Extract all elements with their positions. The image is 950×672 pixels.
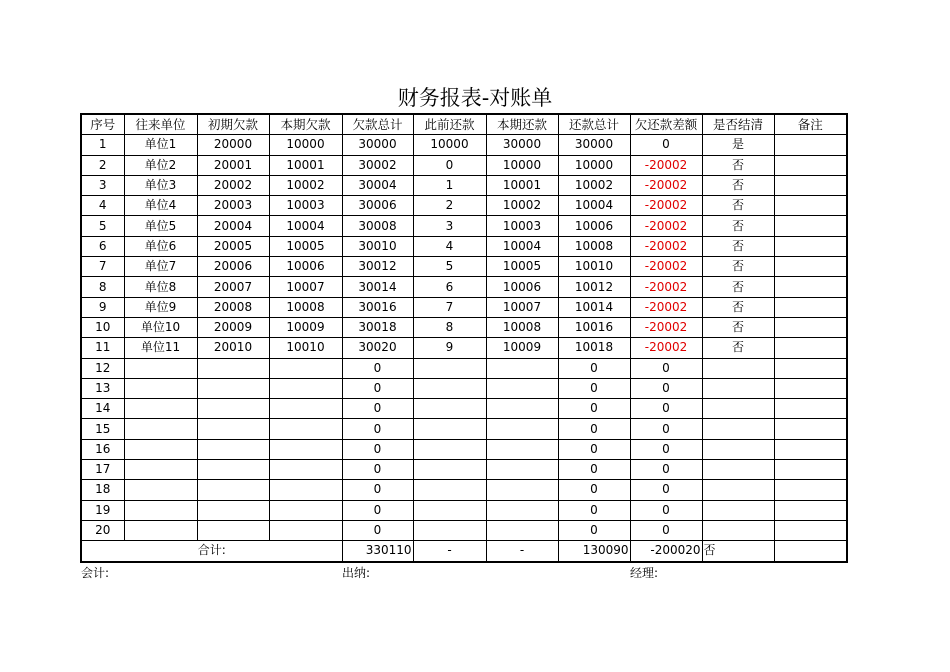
cell-settled xyxy=(702,358,774,378)
cell-cur-pay xyxy=(486,358,558,378)
reconciliation-table xyxy=(80,113,848,563)
cell-no: 15 xyxy=(81,419,124,439)
cell-cur xyxy=(269,500,342,520)
cell-pay-total: 0 xyxy=(558,419,630,439)
cell-note xyxy=(774,358,847,378)
cell-settled xyxy=(702,520,774,540)
header-cell: 本期还款 xyxy=(486,114,558,135)
cell-prev-pay: 6 xyxy=(413,277,486,297)
cell-diff: 0 xyxy=(630,520,702,540)
cell-note xyxy=(774,196,847,216)
cell-prev-pay xyxy=(413,520,486,540)
cell-unit: 单位11 xyxy=(124,338,197,358)
cell-prev-pay: 0 xyxy=(413,155,486,175)
table-row xyxy=(81,419,847,439)
cell-prev-pay xyxy=(413,480,486,500)
cell-cur: 10006 xyxy=(269,257,342,277)
cell-no: 4 xyxy=(81,196,124,216)
cell-note xyxy=(774,520,847,540)
cell-settled xyxy=(702,460,774,480)
header-cell: 备注 xyxy=(774,114,847,135)
cell-prev-pay xyxy=(413,460,486,480)
table-row xyxy=(81,175,847,195)
cell-init: 20002 xyxy=(197,175,269,195)
header-cell: 欠款总计 xyxy=(342,114,413,135)
cell-no: 6 xyxy=(81,236,124,256)
cell-total: 30018 xyxy=(342,317,413,337)
cell-unit xyxy=(124,500,197,520)
cell-cur-pay: 10006 xyxy=(486,277,558,297)
cell-cur-pay xyxy=(486,500,558,520)
totals-label: 合计: xyxy=(81,541,342,562)
cell-diff: -20002 xyxy=(630,257,702,277)
cell-no: 13 xyxy=(81,378,124,398)
table-row xyxy=(81,480,847,500)
cell-unit: 单位4 xyxy=(124,196,197,216)
cell-note xyxy=(774,135,847,155)
cell-cur xyxy=(269,460,342,480)
cell-settled xyxy=(702,399,774,419)
cell-cur xyxy=(269,520,342,540)
cell-note xyxy=(774,460,847,480)
cell-total: 30006 xyxy=(342,196,413,216)
cell-cur: 10002 xyxy=(269,175,342,195)
manager-signature-label: 经理: xyxy=(630,566,659,580)
totals-pay-total: 130090 xyxy=(558,541,630,562)
cell-pay-total: 10000 xyxy=(558,155,630,175)
header-cell: 是否结清 xyxy=(702,114,774,135)
cell-no: 9 xyxy=(81,297,124,317)
cell-total: 30004 xyxy=(342,175,413,195)
cell-cur-pay: 10009 xyxy=(486,338,558,358)
header-cell: 欠还款差额 xyxy=(630,114,702,135)
cell-cur: 10004 xyxy=(269,216,342,236)
cell-prev-pay xyxy=(413,500,486,520)
totals-diff: -200020 xyxy=(630,541,702,562)
cell-unit: 单位6 xyxy=(124,236,197,256)
cell-cur-pay xyxy=(486,439,558,459)
cell-prev-pay: 4 xyxy=(413,236,486,256)
cell-diff: -20002 xyxy=(630,317,702,337)
cell-init: 20005 xyxy=(197,236,269,256)
cell-diff: -20002 xyxy=(630,155,702,175)
cell-no: 7 xyxy=(81,257,124,277)
cell-init: 20006 xyxy=(197,257,269,277)
cell-settled xyxy=(702,439,774,459)
cell-unit: 单位1 xyxy=(124,135,197,155)
cell-no: 19 xyxy=(81,500,124,520)
cell-cur: 10010 xyxy=(269,338,342,358)
cell-note xyxy=(774,277,847,297)
cell-cur-pay xyxy=(486,460,558,480)
header-cell: 序号 xyxy=(81,114,124,135)
cell-no: 5 xyxy=(81,216,124,236)
header-cell: 初期欠款 xyxy=(197,114,269,135)
cell-cur-pay: 10003 xyxy=(486,216,558,236)
cell-init: 20007 xyxy=(197,277,269,297)
totals-row xyxy=(81,541,847,562)
cell-note xyxy=(774,378,847,398)
cell-cur-pay: 10001 xyxy=(486,175,558,195)
cell-diff: -20002 xyxy=(630,216,702,236)
cell-cur-pay: 10002 xyxy=(486,196,558,216)
cell-total: 0 xyxy=(342,500,413,520)
cell-note xyxy=(774,500,847,520)
cell-no: 12 xyxy=(81,358,124,378)
cell-unit xyxy=(124,358,197,378)
cell-note xyxy=(774,439,847,459)
cell-no: 18 xyxy=(81,480,124,500)
cell-init xyxy=(197,399,269,419)
cell-pay-total: 10008 xyxy=(558,236,630,256)
cell-note xyxy=(774,480,847,500)
cell-init: 20008 xyxy=(197,297,269,317)
cell-init xyxy=(197,358,269,378)
cell-diff: -20002 xyxy=(630,175,702,195)
cell-unit xyxy=(124,480,197,500)
cell-diff: 0 xyxy=(630,480,702,500)
cell-pay-total: 10012 xyxy=(558,277,630,297)
cell-init: 20003 xyxy=(197,196,269,216)
cell-note xyxy=(774,155,847,175)
cell-note xyxy=(774,317,847,337)
header-cell: 还款总计 xyxy=(558,114,630,135)
cell-total: 0 xyxy=(342,378,413,398)
table-row xyxy=(81,297,847,317)
cell-diff: -20002 xyxy=(630,236,702,256)
cell-init: 20009 xyxy=(197,317,269,337)
cell-total: 0 xyxy=(342,419,413,439)
cell-note xyxy=(774,175,847,195)
cell-note xyxy=(774,297,847,317)
cell-cur: 10009 xyxy=(269,317,342,337)
header-row xyxy=(81,114,847,135)
cell-init: 20000 xyxy=(197,135,269,155)
cell-diff: -20002 xyxy=(630,196,702,216)
cell-pay-total: 10004 xyxy=(558,196,630,216)
cell-no: 11 xyxy=(81,338,124,358)
cell-note xyxy=(774,257,847,277)
cell-diff: 0 xyxy=(630,500,702,520)
cell-diff: 0 xyxy=(630,439,702,459)
totals-settled: 否 xyxy=(702,541,774,562)
cell-total: 30008 xyxy=(342,216,413,236)
table-row xyxy=(81,196,847,216)
cell-prev-pay: 3 xyxy=(413,216,486,236)
cell-note xyxy=(774,399,847,419)
cell-prev-pay xyxy=(413,358,486,378)
cell-prev-pay: 5 xyxy=(413,257,486,277)
cell-no: 16 xyxy=(81,439,124,459)
table-row xyxy=(81,500,847,520)
cell-init xyxy=(197,480,269,500)
cell-prev-pay xyxy=(413,419,486,439)
cell-cur xyxy=(269,399,342,419)
cell-cur-pay xyxy=(486,378,558,398)
cell-total: 0 xyxy=(342,480,413,500)
cell-unit xyxy=(124,419,197,439)
cell-total: 0 xyxy=(342,460,413,480)
cell-init xyxy=(197,460,269,480)
cell-cur xyxy=(269,480,342,500)
cell-settled: 否 xyxy=(702,297,774,317)
cell-unit xyxy=(124,460,197,480)
cell-init xyxy=(197,439,269,459)
table-row xyxy=(81,135,847,155)
cell-settled xyxy=(702,500,774,520)
cell-no: 3 xyxy=(81,175,124,195)
cell-diff: 0 xyxy=(630,399,702,419)
cell-no: 20 xyxy=(81,520,124,540)
cell-total: 30012 xyxy=(342,257,413,277)
cell-total: 0 xyxy=(342,439,413,459)
totals-debt: 330110 xyxy=(342,541,413,562)
cell-cur: 10005 xyxy=(269,236,342,256)
cell-total: 30000 xyxy=(342,135,413,155)
cell-pay-total: 0 xyxy=(558,460,630,480)
cell-prev-pay: 2 xyxy=(413,196,486,216)
cell-total: 0 xyxy=(342,399,413,419)
cell-init xyxy=(197,419,269,439)
cell-cur-pay: 10004 xyxy=(486,236,558,256)
cell-unit: 单位3 xyxy=(124,175,197,195)
cell-cur-pay xyxy=(486,419,558,439)
cashier-signature-label: 出纳: xyxy=(342,566,371,580)
cell-unit xyxy=(124,399,197,419)
cell-prev-pay: 10000 xyxy=(413,135,486,155)
cell-diff: 0 xyxy=(630,460,702,480)
cell-diff: -20002 xyxy=(630,277,702,297)
cell-prev-pay: 1 xyxy=(413,175,486,195)
cell-settled xyxy=(702,378,774,398)
totals-note xyxy=(774,541,847,562)
cell-no: 2 xyxy=(81,155,124,175)
cell-cur-pay xyxy=(486,520,558,540)
cell-pay-total: 0 xyxy=(558,378,630,398)
cell-note xyxy=(774,419,847,439)
cell-init: 20010 xyxy=(197,338,269,358)
accountant-signature-label: 会计: xyxy=(81,566,110,580)
cell-unit xyxy=(124,378,197,398)
table-row xyxy=(81,338,847,358)
cell-settled xyxy=(702,419,774,439)
header-cell: 此前还款 xyxy=(413,114,486,135)
cell-no: 10 xyxy=(81,317,124,337)
table-row xyxy=(81,236,847,256)
cell-total: 30016 xyxy=(342,297,413,317)
cell-diff: 0 xyxy=(630,378,702,398)
cell-pay-total: 0 xyxy=(558,358,630,378)
cell-pay-total: 0 xyxy=(558,439,630,459)
table-row xyxy=(81,399,847,419)
cell-pay-total: 0 xyxy=(558,520,630,540)
cell-cur xyxy=(269,358,342,378)
cell-diff: 0 xyxy=(630,135,702,155)
cell-settled: 否 xyxy=(702,155,774,175)
cell-cur: 10001 xyxy=(269,155,342,175)
cell-cur xyxy=(269,439,342,459)
cell-diff: -20002 xyxy=(630,297,702,317)
cell-cur: 10007 xyxy=(269,277,342,297)
totals-prev-pay: - xyxy=(413,541,486,562)
cell-init: 20001 xyxy=(197,155,269,175)
cell-total: 30010 xyxy=(342,236,413,256)
cell-prev-pay: 9 xyxy=(413,338,486,358)
totals-cur-pay: - xyxy=(486,541,558,562)
cell-settled: 否 xyxy=(702,257,774,277)
cell-no: 14 xyxy=(81,399,124,419)
cell-cur-pay: 10007 xyxy=(486,297,558,317)
cell-total: 0 xyxy=(342,358,413,378)
cell-settled: 否 xyxy=(702,236,774,256)
cell-unit xyxy=(124,520,197,540)
cell-unit: 单位9 xyxy=(124,297,197,317)
cell-init xyxy=(197,500,269,520)
table-row xyxy=(81,460,847,480)
cell-total: 30014 xyxy=(342,277,413,297)
cell-settled xyxy=(702,480,774,500)
cell-total: 30020 xyxy=(342,338,413,358)
cell-pay-total: 0 xyxy=(558,399,630,419)
cell-prev-pay xyxy=(413,378,486,398)
cell-pay-total: 10010 xyxy=(558,257,630,277)
cell-prev-pay: 7 xyxy=(413,297,486,317)
cell-cur xyxy=(269,419,342,439)
page-title: 财务报表-对账单 xyxy=(397,86,553,110)
cell-pay-total: 10006 xyxy=(558,216,630,236)
cell-no: 1 xyxy=(81,135,124,155)
cell-cur-pay: 10000 xyxy=(486,155,558,175)
cell-diff: 0 xyxy=(630,358,702,378)
cell-cur: 10008 xyxy=(269,297,342,317)
cell-diff: -20002 xyxy=(630,338,702,358)
cell-unit: 单位10 xyxy=(124,317,197,337)
cell-note xyxy=(774,216,847,236)
cell-no: 17 xyxy=(81,460,124,480)
cell-cur-pay xyxy=(486,399,558,419)
cell-unit: 单位8 xyxy=(124,277,197,297)
table-row xyxy=(81,216,847,236)
header-cell: 往来单位 xyxy=(124,114,197,135)
table-row xyxy=(81,317,847,337)
cell-init xyxy=(197,520,269,540)
cell-init: 20004 xyxy=(197,216,269,236)
cell-settled: 否 xyxy=(702,277,774,297)
cell-settled: 是 xyxy=(702,135,774,155)
cell-pay-total: 30000 xyxy=(558,135,630,155)
cell-unit: 单位7 xyxy=(124,257,197,277)
table-row xyxy=(81,378,847,398)
cell-pay-total: 10016 xyxy=(558,317,630,337)
cell-settled: 否 xyxy=(702,216,774,236)
cell-total: 30002 xyxy=(342,155,413,175)
cell-settled: 否 xyxy=(702,317,774,337)
cell-pay-total: 10014 xyxy=(558,297,630,317)
cell-prev-pay xyxy=(413,439,486,459)
cell-note xyxy=(774,338,847,358)
cell-pay-total: 0 xyxy=(558,500,630,520)
cell-settled: 否 xyxy=(702,175,774,195)
cell-init xyxy=(197,378,269,398)
table-row xyxy=(81,257,847,277)
cell-pay-total: 0 xyxy=(558,480,630,500)
table-body xyxy=(81,114,847,562)
cell-cur: 10003 xyxy=(269,196,342,216)
cell-unit xyxy=(124,439,197,459)
cell-note xyxy=(774,236,847,256)
table-row xyxy=(81,358,847,378)
cell-diff: 0 xyxy=(630,419,702,439)
cell-cur-pay: 10005 xyxy=(486,257,558,277)
cell-cur: 10000 xyxy=(269,135,342,155)
table-row xyxy=(81,439,847,459)
cell-settled: 否 xyxy=(702,338,774,358)
table-row xyxy=(81,155,847,175)
cell-pay-total: 10002 xyxy=(558,175,630,195)
cell-cur-pay xyxy=(486,480,558,500)
header-cell: 本期欠款 xyxy=(269,114,342,135)
cell-unit: 单位2 xyxy=(124,155,197,175)
cell-cur-pay: 10008 xyxy=(486,317,558,337)
cell-cur xyxy=(269,378,342,398)
table-row xyxy=(81,277,847,297)
table-row xyxy=(81,520,847,540)
cell-pay-total: 10018 xyxy=(558,338,630,358)
cell-unit: 单位5 xyxy=(124,216,197,236)
cell-no: 8 xyxy=(81,277,124,297)
cell-settled: 否 xyxy=(702,196,774,216)
cell-prev-pay: 8 xyxy=(413,317,486,337)
cell-prev-pay xyxy=(413,399,486,419)
cell-total: 0 xyxy=(342,520,413,540)
cell-cur-pay: 30000 xyxy=(486,135,558,155)
